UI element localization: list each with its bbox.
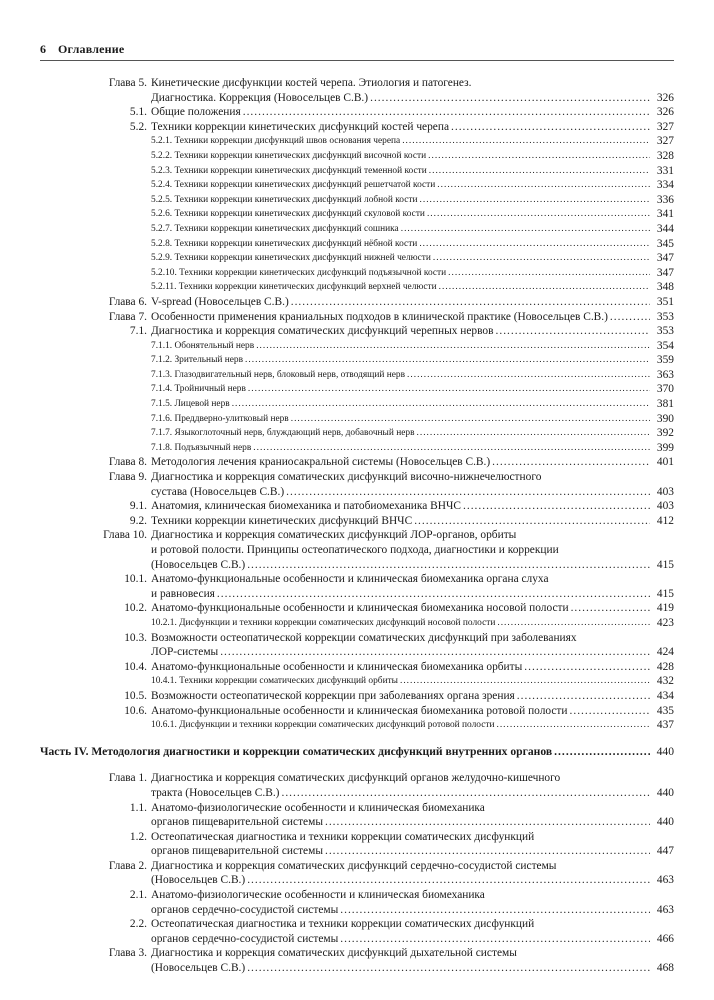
toc-entry bbox=[40, 514, 674, 529]
toc-page-number: 327 bbox=[656, 120, 674, 133]
toc-page-number: 424 bbox=[656, 646, 674, 659]
toc-entry bbox=[40, 426, 674, 441]
dot-leader bbox=[448, 266, 650, 281]
toc-entry bbox=[40, 339, 674, 354]
toc-entry bbox=[40, 441, 674, 456]
toc-entry-number: Глава 1. bbox=[108, 772, 147, 785]
dot-leader bbox=[428, 149, 650, 164]
toc-entry-title: Возможности остеопатической коррекции при заболеваниях органа зрения bbox=[151, 689, 515, 702]
toc-entry bbox=[40, 222, 674, 237]
dot-leader bbox=[370, 91, 650, 106]
toc-page-number: 363 bbox=[656, 368, 674, 381]
toc-page-number: 440 bbox=[656, 744, 674, 758]
page-number: 6 bbox=[40, 42, 46, 56]
toc-entry-title: Кинетические дисфункции костей черепа. Этиология и патогенез. bbox=[151, 77, 472, 89]
toc-page-number: 423 bbox=[656, 616, 674, 629]
toc-page-number: 412 bbox=[656, 514, 674, 527]
dot-leader bbox=[427, 207, 650, 222]
toc-entry-title: (Новосельцев С.В.) bbox=[151, 558, 246, 571]
toc-entry bbox=[40, 105, 674, 120]
toc-entry-number: Глава 7. bbox=[108, 310, 147, 323]
dot-leader bbox=[429, 164, 650, 179]
toc-entry bbox=[40, 572, 674, 601]
toc-page-number: 415 bbox=[656, 587, 674, 600]
toc-page-number: 390 bbox=[656, 412, 674, 425]
dot-leader bbox=[570, 704, 650, 719]
dot-leader bbox=[232, 397, 650, 412]
toc-page-number: 327 bbox=[656, 135, 674, 148]
toc-page-number: 347 bbox=[656, 266, 674, 279]
dot-leader bbox=[417, 426, 650, 441]
toc-entry-title: 7.1.5. Лицевой нерв bbox=[151, 399, 230, 410]
toc-entry-title: 5.2.10. Техники коррекции кинетических дисфункций подъязычной кости bbox=[151, 267, 447, 278]
toc-entry-title: Диагностика и коррекция соматических дисфункций черепных нервов bbox=[151, 325, 494, 338]
dot-leader bbox=[286, 485, 650, 500]
toc-page-number: 392 bbox=[656, 427, 674, 440]
toc-page-number: 401 bbox=[656, 456, 674, 469]
dot-leader bbox=[437, 178, 650, 193]
toc-entry-number: 10.6. bbox=[124, 704, 147, 717]
toc-page-number: 370 bbox=[656, 383, 674, 396]
toc-page-number: 466 bbox=[656, 932, 674, 945]
dot-leader bbox=[217, 587, 650, 602]
toc-entry-title: Особенности применения краниальных подходов в клинической практике (Новосельцев С.В.) bbox=[151, 310, 608, 323]
toc-entry bbox=[40, 917, 674, 946]
toc-page-number: 415 bbox=[656, 558, 674, 571]
toc-entry bbox=[40, 704, 674, 719]
toc-entry-title: 10.4.1. Техники коррекции соматических дисфункций орбиты bbox=[151, 676, 398, 687]
dot-leader bbox=[571, 601, 650, 616]
toc-entry-title: Остеопатическая диагностика и техники коррекции соматических дисфункций bbox=[151, 918, 535, 931]
toc-entry-title: Диагностика и коррекция соматических дисфункций сердечно-сосудистой системы bbox=[151, 859, 557, 872]
toc-page-number: 399 bbox=[656, 441, 674, 454]
toc-page-number: 326 bbox=[656, 91, 674, 104]
toc-entry-title: (Новосельцев С.В.) bbox=[151, 962, 246, 975]
toc-page-number: 353 bbox=[656, 310, 674, 323]
toc-entry bbox=[40, 616, 674, 631]
toc-entry-title: 10.6.1. Дисфункции и техники коррекции соматических дисфункций ротовой полости bbox=[151, 720, 495, 731]
toc-entry bbox=[40, 689, 674, 704]
toc-entry-title: 5.2.7. Техники коррекции кинетических дисфункций сошника bbox=[151, 223, 399, 234]
toc-part-entry bbox=[40, 745, 674, 760]
toc-page-number: 328 bbox=[656, 149, 674, 162]
toc-entry bbox=[40, 674, 674, 689]
toc-page-number: 348 bbox=[656, 281, 674, 294]
toc-page-number: 381 bbox=[656, 398, 674, 411]
toc-entry-number: Глава 10. bbox=[103, 529, 147, 542]
dot-leader bbox=[248, 382, 650, 397]
toc-page-number: 403 bbox=[656, 500, 674, 513]
toc-entry bbox=[40, 237, 674, 252]
toc-entry-number: Глава 8. bbox=[108, 456, 147, 469]
dot-leader bbox=[291, 295, 650, 310]
toc-entry-title: и ротовой полости. Принципы остеопатического подхода, диагностики и коррекции bbox=[151, 544, 559, 556]
dot-leader bbox=[340, 932, 650, 947]
toc-entry-title: Диагностика и коррекция соматических дисфункций ЛОР-органов, орбиты bbox=[151, 529, 517, 542]
toc-page-number: 403 bbox=[656, 485, 674, 498]
toc-entry-title: V-spread (Новосельцев С.В.) bbox=[151, 295, 289, 308]
toc-entry-number: 10.5. bbox=[124, 689, 147, 702]
dot-leader bbox=[554, 745, 650, 760]
dot-leader bbox=[419, 237, 650, 252]
toc-entry-number: 10.2. bbox=[124, 602, 147, 615]
toc-entry-title: органов сердечно-сосудистой системы bbox=[151, 932, 339, 945]
toc-entry-title: Анатомия, клиническая биомеханика и патобиомеханика ВНЧС bbox=[151, 500, 461, 513]
dot-leader bbox=[401, 222, 650, 237]
toc-entry-title: 5.2.6. Техники коррекции кинетических дисфункций скуловой кости bbox=[151, 209, 425, 220]
toc-page-number: 440 bbox=[656, 786, 674, 799]
dot-leader bbox=[407, 368, 650, 383]
dot-leader bbox=[325, 815, 650, 830]
dot-leader bbox=[325, 844, 650, 859]
toc-entry bbox=[40, 528, 674, 572]
toc-entry bbox=[40, 718, 674, 733]
dot-leader bbox=[496, 718, 650, 733]
dot-leader bbox=[439, 280, 650, 295]
toc-entry bbox=[40, 251, 674, 266]
toc-page-number: 344 bbox=[656, 222, 674, 235]
toc-entry bbox=[40, 207, 674, 222]
toc-entry bbox=[40, 455, 674, 470]
dot-leader bbox=[247, 558, 650, 573]
toc-entry-title: 7.1.3. Глазодвигательный нерв, блоковый нерв, отводящий нерв bbox=[151, 369, 406, 380]
toc-page-number: 347 bbox=[656, 252, 674, 265]
toc-entry-title: 5.2.1. Техники коррекции дисфункций швов основания черепа bbox=[151, 136, 401, 147]
toc-entry-number: 9.1. bbox=[129, 500, 147, 513]
toc-page-number: 432 bbox=[656, 675, 674, 688]
dot-leader bbox=[517, 689, 650, 704]
dot-leader bbox=[492, 455, 650, 470]
toc-entry-title: 5.2.8. Техники коррекции кинетических дисфункций нёбной кости bbox=[151, 238, 418, 249]
toc-entry-number: 5.1. bbox=[129, 106, 147, 119]
toc-entry-title: 7.1.2. Зрительный нерв bbox=[151, 355, 244, 366]
dot-leader bbox=[524, 660, 650, 675]
toc-page-number: 419 bbox=[656, 602, 674, 615]
toc-entry-number: Глава 2. bbox=[108, 859, 147, 872]
toc-entry bbox=[40, 412, 674, 427]
toc-entry-title: 10.2.1. Дисфункции и техники коррекции соматических дисфункций носовой полости bbox=[151, 617, 496, 628]
toc-page-number: 447 bbox=[656, 845, 674, 858]
table-of-contents bbox=[40, 76, 674, 976]
toc-entry-number: 5.2. bbox=[129, 120, 147, 133]
toc-entry-title: Диагностика. Коррекция (Новосельцев С.В.) bbox=[151, 91, 369, 104]
toc-entry-number: 7.1. bbox=[129, 325, 147, 338]
toc-entry bbox=[40, 149, 674, 164]
dot-leader bbox=[400, 674, 650, 689]
toc-entry-number: 10.4. bbox=[124, 660, 147, 673]
toc-entry bbox=[40, 470, 674, 499]
toc-entry-title: и равновесия bbox=[151, 587, 215, 600]
toc-entry-title: 5.2.4. Техники коррекции кинетических дисфункций решетчатой кости bbox=[151, 180, 436, 191]
toc-entry-title: 7.1.8. Подъязычный нерв bbox=[151, 442, 252, 453]
toc-entry-title: 5.2.11. Техники коррекции кинетических дисфункций верхней челюсти bbox=[151, 282, 437, 293]
toc-page-number: 428 bbox=[656, 660, 674, 673]
dot-leader bbox=[496, 324, 651, 339]
toc-entry-number: 1.2. bbox=[129, 830, 147, 843]
toc-entry-title: 5.2.2. Техники коррекции кинетических дисфункций височной кости bbox=[151, 150, 427, 161]
toc-entry bbox=[40, 946, 674, 975]
toc-entry-number: Глава 9. bbox=[108, 471, 147, 484]
toc-entry bbox=[40, 368, 674, 383]
dot-leader bbox=[220, 645, 650, 660]
toc-entry bbox=[40, 324, 674, 339]
toc-page-number: 468 bbox=[656, 962, 674, 975]
toc-entry-title: Диагностика и коррекция соматических дисфункций органов желудочно-кишечного bbox=[151, 772, 561, 785]
toc-page-number: 345 bbox=[656, 237, 674, 250]
toc-entry-title: Методология лечения краниосакральной системы (Новосельцев С.В.) bbox=[151, 456, 491, 469]
toc-entry bbox=[40, 888, 674, 917]
toc-entry bbox=[40, 193, 674, 208]
toc-entry-title: ЛОР-системы bbox=[151, 646, 219, 659]
dot-leader bbox=[433, 251, 650, 266]
toc-page-number: 437 bbox=[656, 719, 674, 732]
toc-entry-number: 9.2. bbox=[129, 514, 147, 527]
toc-entry bbox=[40, 134, 674, 149]
dot-leader bbox=[247, 873, 650, 888]
toc-entry-title: тракта (Новосельцев С.В.) bbox=[151, 786, 280, 799]
toc-entry-title: 5.2.9. Техники коррекции кинетических дисфункций нижней челюсти bbox=[151, 253, 431, 264]
toc-entry-title: 7.1.4. Тройничный нерв bbox=[151, 384, 246, 395]
toc-entry-title: Анатомо-функциональные особенности и клиническая биомеханика органа слуха bbox=[151, 573, 549, 586]
toc-entry bbox=[40, 178, 674, 193]
dot-leader bbox=[253, 441, 650, 456]
toc-entry bbox=[40, 801, 674, 830]
toc-entry-title: органов пищеварительной системы bbox=[151, 816, 323, 829]
toc-entry-title: органов пищеварительной системы bbox=[151, 845, 323, 858]
toc-entry-title: 7.1.6. Преддверно-улитковый нерв bbox=[151, 413, 289, 424]
dot-leader bbox=[497, 616, 650, 631]
dot-leader bbox=[414, 514, 650, 529]
toc-entry-title: Остеопатическая диагностика и техники коррекции соматических дисфункций bbox=[151, 830, 535, 843]
toc-entry-number: Глава 3. bbox=[108, 947, 147, 960]
toc-entry-number: 10.3. bbox=[124, 631, 147, 644]
dot-leader bbox=[420, 193, 650, 208]
toc-entry bbox=[40, 120, 674, 135]
toc-entry bbox=[40, 266, 674, 281]
dot-leader bbox=[463, 499, 650, 514]
toc-page-number: 331 bbox=[656, 164, 674, 177]
toc-entry bbox=[40, 601, 674, 616]
toc-entry bbox=[40, 397, 674, 412]
toc-entry-title: (Новосельцев С.В.) bbox=[151, 874, 246, 887]
toc-entry bbox=[40, 830, 674, 859]
toc-entry-title: Техники коррекции кинетических дисфункций ВНЧС bbox=[151, 514, 413, 527]
toc-page-number: 359 bbox=[656, 354, 674, 367]
dot-leader bbox=[256, 339, 650, 354]
toc-entry-title: Диагностика и коррекция соматических дисфункций дыхательной системы bbox=[151, 947, 517, 960]
toc-entry-title: Возможности остеопатической коррекции соматических дисфункций при заболеваниях bbox=[151, 631, 577, 644]
toc-page-number: 341 bbox=[656, 208, 674, 221]
toc-page-number: 463 bbox=[656, 874, 674, 887]
dot-leader bbox=[402, 134, 650, 149]
toc-entry-title: Общие положения bbox=[151, 106, 241, 119]
toc-entry bbox=[40, 382, 674, 397]
toc-page-number: 463 bbox=[656, 903, 674, 916]
toc-entry-title: 7.1.7. Языкоглоточный нерв, блуждающий нерв, добавочный нерв bbox=[151, 428, 415, 439]
toc-entry-title: сустава (Новосельцев С.В.) bbox=[151, 485, 285, 498]
dot-leader bbox=[340, 903, 650, 918]
dot-leader bbox=[243, 105, 650, 120]
toc-entry-title: Часть IV. Методология диагностики и коррекции соматических дисфункций внутренних органов bbox=[40, 744, 553, 758]
dot-leader bbox=[610, 310, 650, 325]
toc-page-number: 351 bbox=[656, 295, 674, 308]
toc-entry-number: 2.1. bbox=[129, 889, 147, 902]
toc-entry bbox=[40, 353, 674, 368]
running-title: Оглавление bbox=[58, 42, 125, 56]
toc-entry-number: 2.2. bbox=[129, 918, 147, 931]
toc-entry-title: Анатомо-физиологические особенности и клиническая биомеханика bbox=[151, 801, 485, 814]
toc-entry-title: Анатомо-физиологические особенности и клиническая биомеханика bbox=[151, 889, 485, 902]
dot-leader bbox=[245, 353, 650, 368]
toc-entry bbox=[40, 499, 674, 514]
running-header bbox=[40, 42, 674, 61]
toc-entry-title: Анатомо-функциональные особенности и клиническая биомеханика орбиты bbox=[151, 660, 523, 673]
toc-entry bbox=[40, 280, 674, 295]
toc-entry bbox=[40, 660, 674, 675]
toc-entry-title: Техники коррекции кинетических дисфункций костей черепа bbox=[151, 120, 450, 133]
toc-page-number: 354 bbox=[656, 339, 674, 352]
toc-entry-title: органов сердечно-сосудистой системы bbox=[151, 903, 339, 916]
dot-leader bbox=[291, 412, 650, 427]
toc-page-number: 336 bbox=[656, 193, 674, 206]
toc-entry-title: 5.2.3. Техники коррекции кинетических дисфункций теменной кости bbox=[151, 165, 427, 176]
toc-entry-number: Глава 5. bbox=[108, 77, 147, 89]
toc-entry bbox=[40, 310, 674, 325]
toc-entry-number: Глава 6. bbox=[108, 295, 147, 308]
toc-entry bbox=[40, 859, 674, 888]
toc-entry-number: 10.1. bbox=[124, 573, 147, 586]
toc-page-number: 434 bbox=[656, 689, 674, 702]
toc-entry bbox=[40, 631, 674, 660]
toc-page-number: 435 bbox=[656, 704, 674, 717]
toc-page-number: 334 bbox=[656, 179, 674, 192]
toc-entry bbox=[40, 76, 674, 105]
toc-entry-title: Анатомо-функциональные особенности и клиническая биомеханика ротовой полости bbox=[151, 704, 568, 717]
toc-entry-title: 5.2.5. Техники коррекции кинетических дисфункций лобной кости bbox=[151, 194, 418, 205]
toc-entry bbox=[40, 771, 674, 800]
toc-page-number: 326 bbox=[656, 106, 674, 119]
toc-page-number: 353 bbox=[656, 325, 674, 338]
toc-entry-title: Диагностика и коррекция соматических дисфункций височно-нижнечелюстного bbox=[151, 471, 542, 484]
toc-entry-number: 1.1. bbox=[129, 801, 147, 814]
toc-entry-title: 7.1.1. Обонятельный нерв bbox=[151, 340, 255, 351]
toc-page-number: 440 bbox=[656, 816, 674, 829]
toc-entry bbox=[40, 164, 674, 179]
toc-entry bbox=[40, 295, 674, 310]
toc-entry-title: Анатомо-функциональные особенности и клиническая биомеханика носовой полости bbox=[151, 602, 569, 615]
dot-leader bbox=[281, 786, 650, 801]
dot-leader bbox=[451, 120, 650, 135]
dot-leader bbox=[247, 961, 650, 976]
